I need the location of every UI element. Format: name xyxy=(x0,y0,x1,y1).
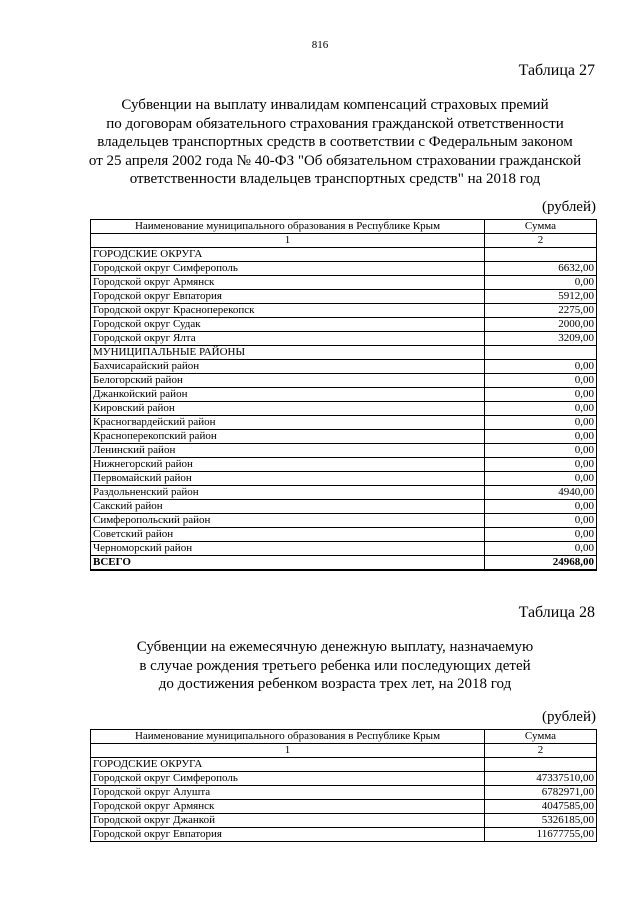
title-line: владельцев транспортных средств в соответствии с Федеральным законом xyxy=(97,134,573,150)
table-row xyxy=(91,304,597,318)
table-row xyxy=(91,528,597,542)
row-name: ГОРОДСКИЕ ОКРУГА xyxy=(91,758,485,772)
row-value: 0,00 xyxy=(485,360,597,374)
table-row xyxy=(91,800,597,814)
row-value: 2000,00 xyxy=(485,318,597,332)
table-28-label: Таблица 28 xyxy=(518,604,595,621)
total-label: ВСЕГО xyxy=(91,556,485,571)
total-row xyxy=(91,556,597,571)
title-line: ответственности владельцев транспортных средств" на 2018 год xyxy=(129,171,541,187)
table-row xyxy=(91,374,597,388)
row-name: Городской округ Армянск xyxy=(91,800,485,814)
row-value: 0,00 xyxy=(485,430,597,444)
table-27-label: Таблица 27 xyxy=(518,62,595,79)
table-row xyxy=(91,458,597,472)
table-row xyxy=(91,514,597,528)
row-name: Черноморский район xyxy=(91,542,485,556)
table-28-units: (рублей) xyxy=(541,709,596,725)
row-name: Ленинский район xyxy=(91,444,485,458)
row-value: 6632,00 xyxy=(485,262,597,276)
row-value xyxy=(485,346,597,360)
column-number-row xyxy=(91,234,597,248)
title-line: по договорам обязательного страхования гражданской ответственности xyxy=(106,115,564,132)
title-line: Субвенции на выплату инвалидам компенсаций страховых премий xyxy=(121,97,549,113)
row-name: Городской округ Евпатория xyxy=(91,290,485,304)
table-row xyxy=(91,318,597,332)
row-value: 0,00 xyxy=(485,402,597,416)
table-row xyxy=(91,360,597,374)
table-row xyxy=(91,814,597,828)
column-header-name: Наименование муниципального образования в Республике Крым xyxy=(91,730,485,744)
row-name: МУНИЦИПАЛЬНЫЕ РАЙОНЫ xyxy=(91,346,485,360)
row-name: Городской округ Евпатория xyxy=(91,828,485,842)
table-row xyxy=(91,758,597,772)
row-name: Бахчисарайский район xyxy=(91,360,485,374)
row-name: Городской округ Алушта xyxy=(91,786,485,800)
row-value: 11677755,00 xyxy=(485,828,597,842)
table-row xyxy=(91,388,597,402)
title-line: в случае рождения третьего ребенка или последующих детей xyxy=(139,657,531,674)
page-number: 816 xyxy=(311,39,329,51)
column-number: 2 xyxy=(485,744,597,758)
column-number: 1 xyxy=(91,234,485,248)
row-name: Городской округ Красноперекопск xyxy=(91,304,485,318)
row-value: 0,00 xyxy=(485,374,597,388)
table-row xyxy=(91,262,597,276)
row-name: Кировский район xyxy=(91,402,485,416)
table-row xyxy=(91,472,597,486)
row-name: Городской округ Симферополь xyxy=(91,262,485,276)
table-28 xyxy=(90,729,597,842)
table-27 xyxy=(90,219,597,571)
table-row xyxy=(91,430,597,444)
title-line: до достижения ребенком возраста трех лет, на 2018 год xyxy=(158,676,512,692)
row-value: 0,00 xyxy=(485,276,597,290)
column-header-sum: Сумма xyxy=(485,730,597,744)
row-name: Нижнегорский район xyxy=(91,458,485,472)
table-row xyxy=(91,772,597,786)
row-name: Красноперекопский район xyxy=(91,430,485,444)
title-line: от 25 апреля 2002 года № 40-ФЗ "Об обязательном страховании гражданской xyxy=(88,152,582,169)
row-name: Городской округ Судак xyxy=(91,318,485,332)
row-value: 0,00 xyxy=(485,514,597,528)
column-number-row xyxy=(91,744,597,758)
table-row xyxy=(91,444,597,458)
row-name: Симферопольский район xyxy=(91,514,485,528)
row-name: Городской округ Ялта xyxy=(91,332,485,346)
table-header-row xyxy=(91,730,597,744)
total-value: 24968,00 xyxy=(485,556,597,571)
table-row xyxy=(91,276,597,290)
table-row xyxy=(91,346,597,360)
row-value: 0,00 xyxy=(485,458,597,472)
row-name: Городской округ Джанкой xyxy=(91,814,485,828)
row-value: 0,00 xyxy=(485,528,597,542)
table-header-row xyxy=(91,220,597,234)
table-27-units: (рублей) xyxy=(541,199,596,215)
title-line: Субвенции на ежемесячную денежную выплату, назначаемую xyxy=(136,639,534,655)
column-number: 2 xyxy=(485,234,597,248)
column-header-name: Наименование муниципального образования в Республике Крым xyxy=(91,220,485,234)
row-name: Белогорский район xyxy=(91,374,485,388)
table-row xyxy=(91,500,597,514)
row-name: Городской округ Симферополь xyxy=(91,772,485,786)
row-value xyxy=(485,758,597,772)
table-row xyxy=(91,290,597,304)
table-row xyxy=(91,486,597,500)
table-row xyxy=(91,248,597,262)
row-value: 5326185,00 xyxy=(485,814,597,828)
row-value: 47337510,00 xyxy=(485,772,597,786)
row-name: Сакский район xyxy=(91,500,485,514)
table-row xyxy=(91,416,597,430)
row-name: Советский район xyxy=(91,528,485,542)
table-row xyxy=(91,542,597,556)
row-value: 3209,00 xyxy=(485,332,597,346)
table-row xyxy=(91,828,597,842)
table-row xyxy=(91,402,597,416)
table-row xyxy=(91,332,597,346)
row-name: Красногвардейский район xyxy=(91,416,485,430)
row-value: 0,00 xyxy=(485,542,597,556)
column-header-sum: Сумма xyxy=(485,220,597,234)
row-value: 0,00 xyxy=(485,472,597,486)
row-name: Раздольненский район xyxy=(91,486,485,500)
table-28-title xyxy=(70,638,600,694)
row-value: 0,00 xyxy=(485,416,597,430)
row-value: 0,00 xyxy=(485,444,597,458)
table-row xyxy=(91,786,597,800)
row-name: Городской округ Армянск xyxy=(91,276,485,290)
row-value xyxy=(485,248,597,262)
row-name: Первомайский район xyxy=(91,472,485,486)
row-value: 0,00 xyxy=(485,500,597,514)
row-value: 4047585,00 xyxy=(485,800,597,814)
table-27-title xyxy=(70,96,600,189)
row-value: 5912,00 xyxy=(485,290,597,304)
row-value: 4940,00 xyxy=(485,486,597,500)
column-number: 1 xyxy=(91,744,485,758)
row-value: 2275,00 xyxy=(485,304,597,318)
row-name: Джанкойский район xyxy=(91,388,485,402)
row-value: 0,00 xyxy=(485,388,597,402)
row-name: ГОРОДСКИЕ ОКРУГА xyxy=(91,248,485,262)
row-value: 6782971,00 xyxy=(485,786,597,800)
